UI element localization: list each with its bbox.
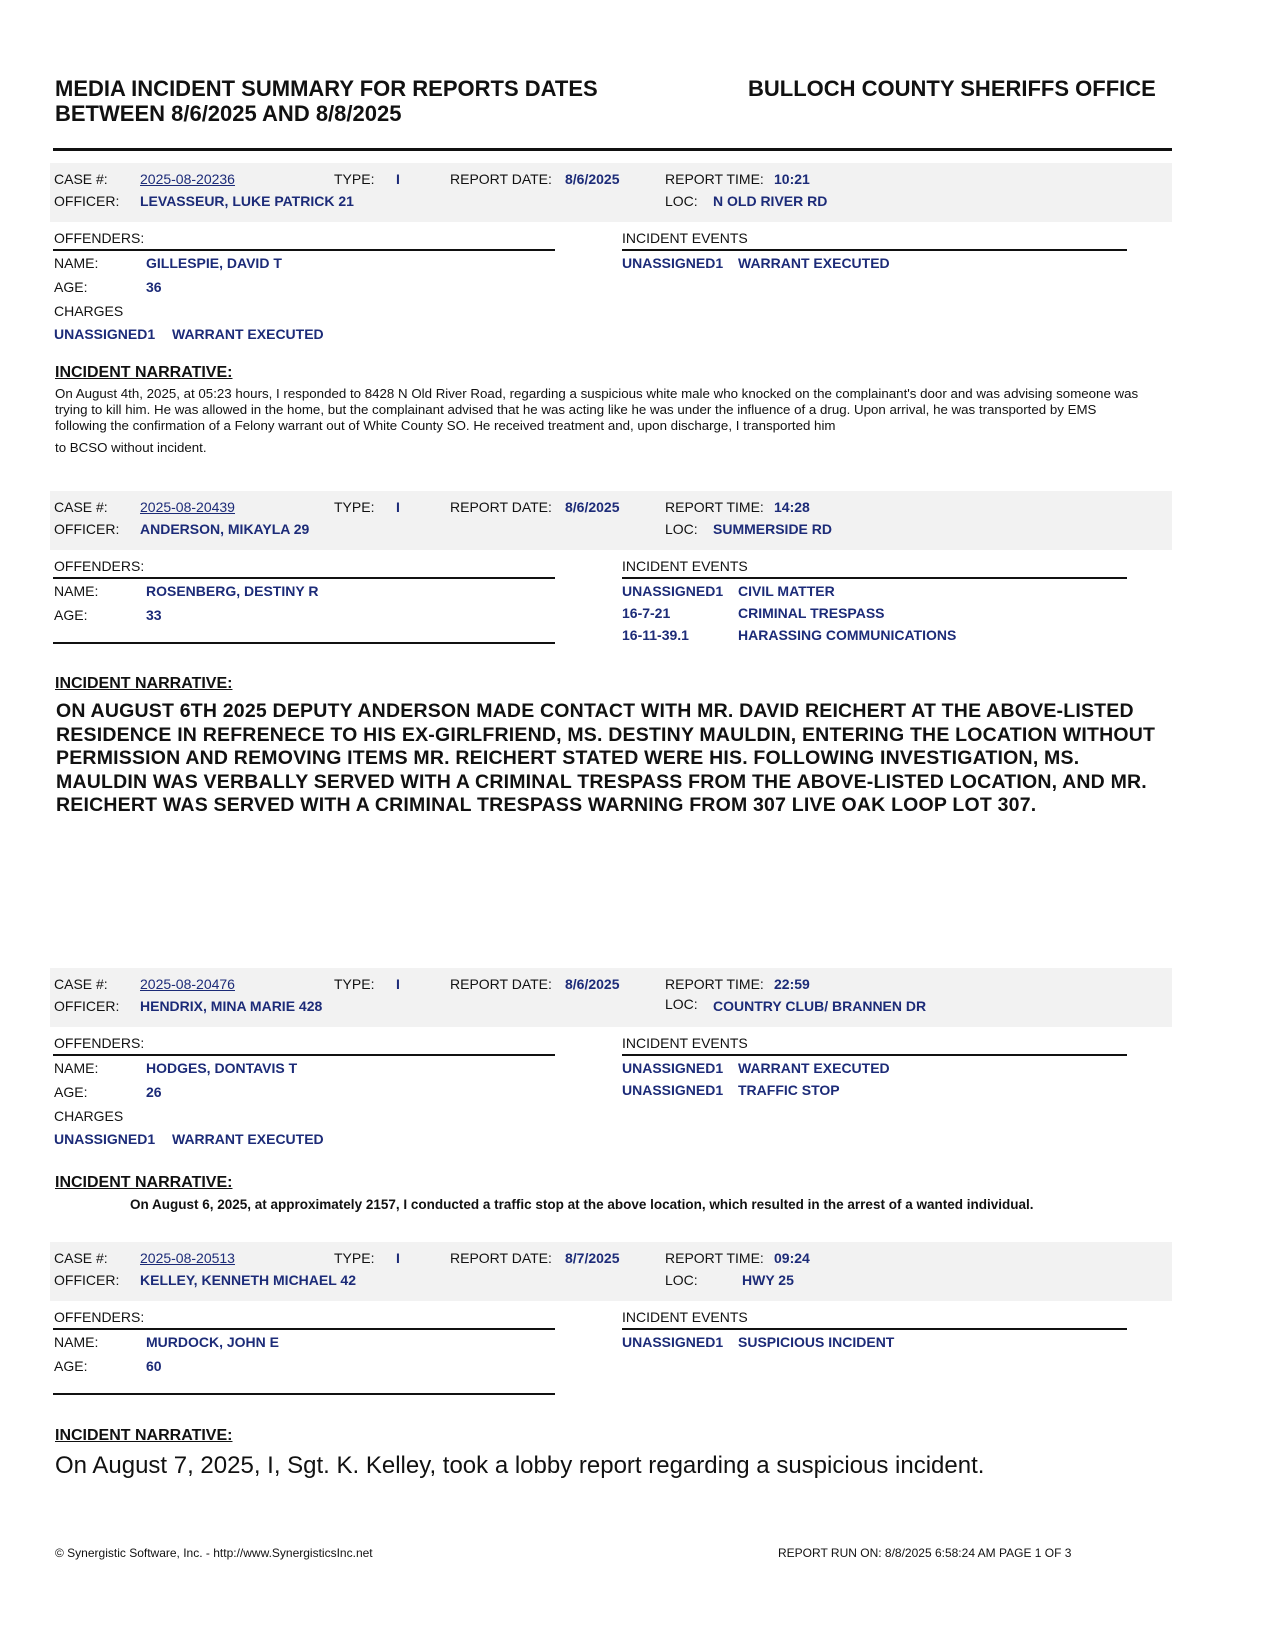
narrative-text: On August 6, 2025, at approximately 2157, I conducted a traffic stop at the above location, which resulted in the arrest of a wanted individual. <box>130 1197 1034 1212</box>
loc-label: LOC: <box>665 996 698 1012</box>
offenders-rule <box>53 1054 555 1056</box>
loc-value: HWY 25 <box>742 1272 794 1288</box>
officer-value: KELLEY, KENNETH MICHAEL 42 <box>140 1272 356 1288</box>
offender-age: 26 <box>146 1084 162 1100</box>
officer-value: LEVASSEUR, LUKE PATRICK 21 <box>140 193 354 209</box>
offenders-rule <box>53 1328 555 1330</box>
offenders-events-section <box>50 222 1172 352</box>
event-desc: WARRANT EXECUTED <box>738 255 890 271</box>
incident-events-heading: INCIDENT EVENTS <box>622 558 748 574</box>
narrative-text-tail: to BCSO without incident. <box>55 440 207 455</box>
event-desc: HARASSING COMMUNICATIONS <box>738 627 957 643</box>
offenders-bottom-rule <box>53 1393 555 1395</box>
case-header-band <box>50 1242 1172 1301</box>
loc-label: LOC: <box>665 1272 698 1288</box>
report-time-label: REPORT TIME: <box>665 976 764 992</box>
event-code: UNASSIGNED1 <box>622 1082 724 1098</box>
narrative-heading: INCIDENT NARRATIVE: <box>55 1174 233 1191</box>
offender-name: GILLESPIE, DAVID T <box>146 255 282 271</box>
age-label: AGE: <box>54 279 88 295</box>
age-label: AGE: <box>54 1358 88 1374</box>
type-value: I <box>396 171 400 187</box>
offender-name: MURDOCK, JOHN E <box>146 1334 280 1350</box>
loc-value: SUMMERSIDE RD <box>713 521 833 537</box>
offenders-heading: OFFENDERS: <box>54 230 145 246</box>
event-desc: SUSPICIOUS INCIDENT <box>738 1334 895 1350</box>
type-label: TYPE: <box>334 171 375 187</box>
footer-run-info: REPORT RUN ON: 8/8/2025 6:58:24 AM PAGE 1 OF 3 <box>778 1546 1072 1560</box>
report-time-value: 22:59 <box>774 976 810 992</box>
officer-label: OFFICER: <box>54 998 120 1014</box>
offender-age: 33 <box>146 607 162 623</box>
offender-name: HODGES, DONTAVIS T <box>146 1060 298 1076</box>
offenders-heading: OFFENDERS: <box>54 1309 145 1325</box>
charges-label: CHARGES <box>54 303 124 319</box>
offenders-heading: OFFENDERS: <box>54 558 145 574</box>
footer-copyright: © Synergistic Software, Inc. - http://www.SynergisticsInc.net <box>55 1546 373 1560</box>
officer-value: HENDRIX, MINA MARIE 428 <box>140 998 323 1014</box>
event-code: 16-11-39.1 <box>622 627 689 643</box>
report-time-label: REPORT TIME: <box>665 171 764 187</box>
officer-label: OFFICER: <box>54 1272 120 1288</box>
charge-code: UNASSIGNED1 <box>54 1131 156 1147</box>
loc-value: N OLD RIVER RD <box>713 193 828 209</box>
charge-desc: WARRANT EXECUTED <box>172 1131 324 1147</box>
officer-label: OFFICER: <box>54 193 120 209</box>
report-time-label: REPORT TIME: <box>665 1250 764 1266</box>
report-date-label: REPORT DATE: <box>450 976 552 992</box>
event-code: UNASSIGNED1 <box>622 255 724 271</box>
offenders-events-section <box>50 550 1172 650</box>
charge-desc: WARRANT EXECUTED <box>172 326 324 342</box>
offenders-heading: OFFENDERS: <box>54 1035 145 1051</box>
narrative-text: On August 7, 2025, I, Sgt. K. Kelley, took a lobby report regarding a suspicious incident. <box>55 1452 985 1479</box>
event-code: UNASSIGNED1 <box>622 1334 724 1350</box>
type-label: TYPE: <box>334 976 375 992</box>
case-block-4 <box>50 1242 1172 1401</box>
event-code: 16-7-21 <box>622 605 671 621</box>
report-date-value: 8/6/2025 <box>565 171 620 187</box>
case-header-band <box>50 163 1172 222</box>
incident-events-heading: INCIDENT EVENTS <box>622 1309 748 1325</box>
report-time-value: 14:28 <box>774 499 810 515</box>
case-header-band <box>50 491 1172 550</box>
offender-age: 60 <box>146 1358 162 1374</box>
case-number-label: CASE #: <box>54 976 108 992</box>
event-desc: CIVIL MATTER <box>738 583 835 599</box>
case-number-label: CASE #: <box>54 1250 108 1266</box>
case-number-link[interactable]: 2025-08-20476 <box>140 976 235 992</box>
charges-label: CHARGES <box>54 1108 124 1124</box>
name-label: NAME: <box>54 583 99 599</box>
type-value: I <box>396 1250 400 1266</box>
case-number-link[interactable]: 2025-08-20513 <box>140 1250 235 1266</box>
report-date-label: REPORT DATE: <box>450 171 552 187</box>
officer-value: ANDERSON, MIKAYLA 29 <box>140 521 310 537</box>
offenders-rule <box>53 577 555 579</box>
event-code: UNASSIGNED1 <box>622 583 724 599</box>
report-date-label: REPORT DATE: <box>450 499 552 515</box>
offenders-rule <box>53 249 555 251</box>
report-date-value: 8/6/2025 <box>565 976 620 992</box>
event-desc: TRAFFIC STOP <box>738 1082 840 1098</box>
event-desc: CRIMINAL TRESPASS <box>738 605 885 621</box>
offender-age: 36 <box>146 279 162 295</box>
case-number-link[interactable]: 2025-08-20236 <box>140 171 235 187</box>
officer-label: OFFICER: <box>54 521 120 537</box>
offenders-bottom-rule <box>53 642 555 644</box>
incident-events-heading: INCIDENT EVENTS <box>622 230 748 246</box>
report-title: MEDIA INCIDENT SUMMARY FOR REPORTS DATES BETWEEN 8/6/2025 AND 8/8/2025 <box>55 76 598 126</box>
loc-value: COUNTRY CLUB/ BRANNEN DR <box>713 998 927 1014</box>
report-time-label: REPORT TIME: <box>665 499 764 515</box>
narrative-heading: INCIDENT NARRATIVE: <box>55 1427 233 1444</box>
narrative-heading: INCIDENT NARRATIVE: <box>55 675 233 692</box>
case-header-band <box>50 968 1172 1027</box>
report-time-value: 10:21 <box>774 171 810 187</box>
events-rule <box>622 1054 1127 1056</box>
incident-events-heading: INCIDENT EVENTS <box>622 1035 748 1051</box>
events-rule <box>622 249 1127 251</box>
header-divider <box>53 148 1172 151</box>
case-block-1 <box>50 163 1172 352</box>
agency-name: BULLOCH COUNTY SHERIFFS OFFICE <box>748 76 1156 101</box>
event-desc: WARRANT EXECUTED <box>738 1060 890 1076</box>
age-label: AGE: <box>54 1084 88 1100</box>
name-label: NAME: <box>54 1334 99 1350</box>
offenders-events-section <box>50 1027 1172 1157</box>
narrative-text: ON AUGUST 6TH 2025 DEPUTY ANDERSON MADE CONTACT WITH MR. DAVID REICHERT AT THE ABOVE-LISTED RESIDENCE IN REFRENECE TO HIS EX-GIRLFRIEND, MS. DESTINY MAULDIN, ENTERING THE LOCATION WITHOUT PERMISSION AND REMOVING ITEMS MR. REICHERT STATED WERE HIS. FOLLOWING INVESTIGATION, MS. MAULDIN WAS VERBALLY SERVED WITH A CRIMINAL TRESPASS FROM THE ABOVE-LISTED LOCATION, AND MR. REICHERT WAS SERVED WITH A CRIMINAL TRESPASS WARNING FROM 307 LIVE OAK LOOP LOT 307. <box>56 700 1156 816</box>
narrative-heading: INCIDENT NARRATIVE: <box>55 364 233 381</box>
narrative-text: On August 4th, 2025, at 05:23 hours, I responded to 8428 N Old River Road, regarding a suspicious white male who knocked on the complainant's door and was advising someone was trying to kill him. He was allowed in the home, but the complainant advised that he was acting like he was under the influence of a drug. Upon arrival, he was transported by EMS following the confirmation of a Felony warrant out of White County SO. He received treatment and, upon discharge, I transported him <box>55 386 1139 433</box>
case-block-3 <box>50 968 1172 1157</box>
type-value: I <box>396 976 400 992</box>
case-number-label: CASE #: <box>54 499 108 515</box>
loc-label: LOC: <box>665 521 698 537</box>
name-label: NAME: <box>54 1060 99 1076</box>
case-number-label: CASE #: <box>54 171 108 187</box>
age-label: AGE: <box>54 607 88 623</box>
events-rule <box>622 577 1127 579</box>
events-rule <box>622 1328 1127 1330</box>
offenders-events-section <box>50 1301 1172 1401</box>
report-date-value: 8/7/2025 <box>565 1250 620 1266</box>
event-code: UNASSIGNED1 <box>622 1060 724 1076</box>
type-value: I <box>396 499 400 515</box>
report-time-value: 09:24 <box>774 1250 810 1266</box>
name-label: NAME: <box>54 255 99 271</box>
case-number-link[interactable]: 2025-08-20439 <box>140 499 235 515</box>
report-date-value: 8/6/2025 <box>565 499 620 515</box>
charge-code: UNASSIGNED1 <box>54 326 156 342</box>
loc-label: LOC: <box>665 193 698 209</box>
report-date-label: REPORT DATE: <box>450 1250 552 1266</box>
type-label: TYPE: <box>334 1250 375 1266</box>
type-label: TYPE: <box>334 499 375 515</box>
case-block-2 <box>50 491 1172 650</box>
offender-name: ROSENBERG, DESTINY R <box>146 583 319 599</box>
